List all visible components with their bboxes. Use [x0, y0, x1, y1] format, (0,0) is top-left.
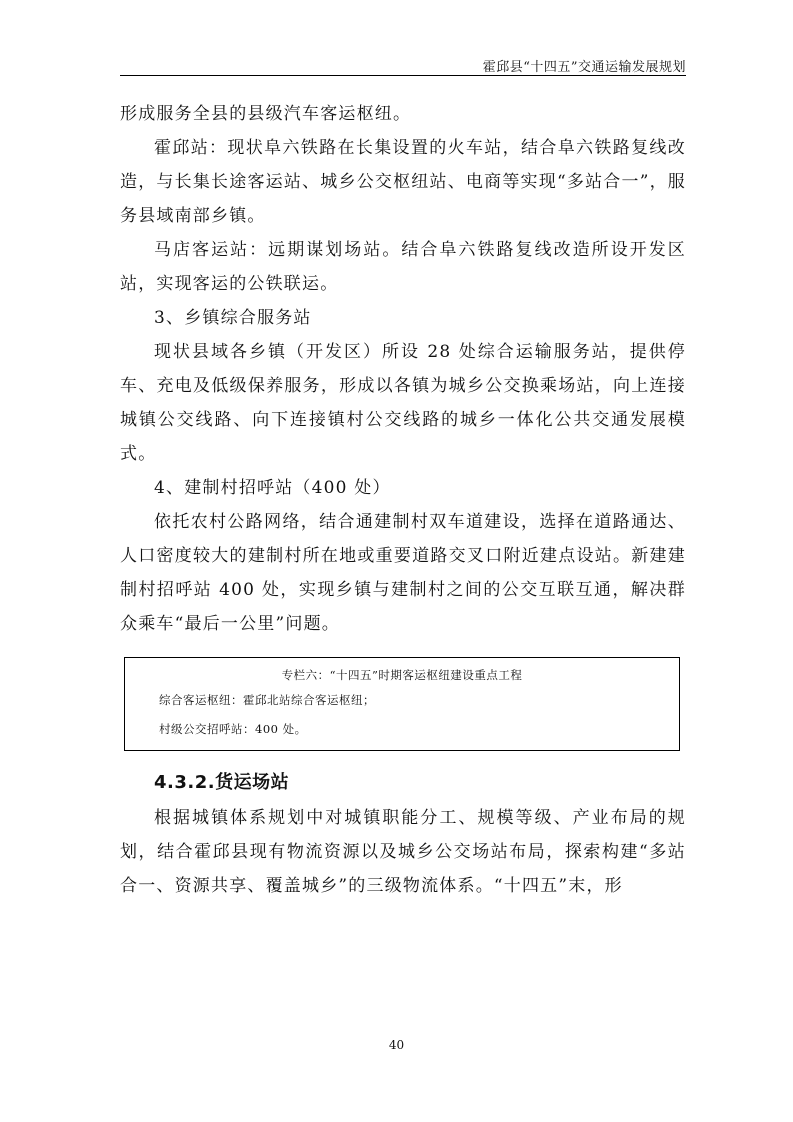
paragraph-huoqiu-station: 霍邱站：现状阜六铁路在长集设置的火车站，结合阜六铁路复线改造，与长集长途客运站、城乡公交枢纽站、电商等实现“多站合一”，服务县域南部乡镇。 — [120, 138, 686, 226]
running-header: 霍邱县“十四五”交通运输发展规划 — [482, 60, 686, 75]
feature-box — [124, 657, 680, 751]
paragraph-freight: 根据城镇体系规划中对城镇职能分工、规模等级、产业布局的规划，结合霍邱县现有物流资源以及城乡公交场站布局，探索构建“多站合一、资源共享、覆盖城乡”的三级物流体系。“十四五”末，形 — [120, 808, 686, 896]
feature-box-item: 村级公交招呼站：400 处。 — [159, 722, 307, 736]
header-rule — [120, 75, 686, 76]
section-heading: 4.3.2.货运场站 — [154, 772, 290, 793]
subheading-township-station: 3、乡镇综合服务站 — [154, 308, 312, 328]
page-body — [120, 97, 686, 903]
page-number: 40 — [388, 1038, 405, 1052]
feature-box-item: 综合客运枢纽：霍邱北站综合客运枢纽； — [159, 693, 375, 707]
subheading-village-stop: 4、建制村招呼站（400 处） — [154, 478, 391, 498]
feature-box-title: 专栏六：“十四五”时期客运枢纽建设重点工程 — [281, 668, 523, 682]
paragraph-madian-station: 马店客运站：远期谋划场站。结合阜六铁路复线改造所设开发区站，实现客运的公铁联运。 — [120, 240, 686, 294]
paragraph-township-station: 现状县域各乡镇（开发区）所设 28 处综合运输服务站，提供停车、充电及低级保养服务，形成以各镇为城乡公交换乘场站，向上连接城镇公交线路、向下连接镇村公交线路的城乡一体化公共交通发展模式。 — [120, 342, 686, 464]
paragraph-village-stop: 依托农村公路网络，结合通建制村双车道建设，选择在道路通达、人口密度较大的建制村所在地或重要道路交叉口附近建点设站。新建建制村招呼站 400 处，实现乡镇与建制村之间的公交互联互通，解决群众乘车“最后一公里”问题。 — [120, 512, 686, 634]
paragraph-1: 形成服务全县的县级汽车客运枢纽。 — [120, 104, 412, 124]
